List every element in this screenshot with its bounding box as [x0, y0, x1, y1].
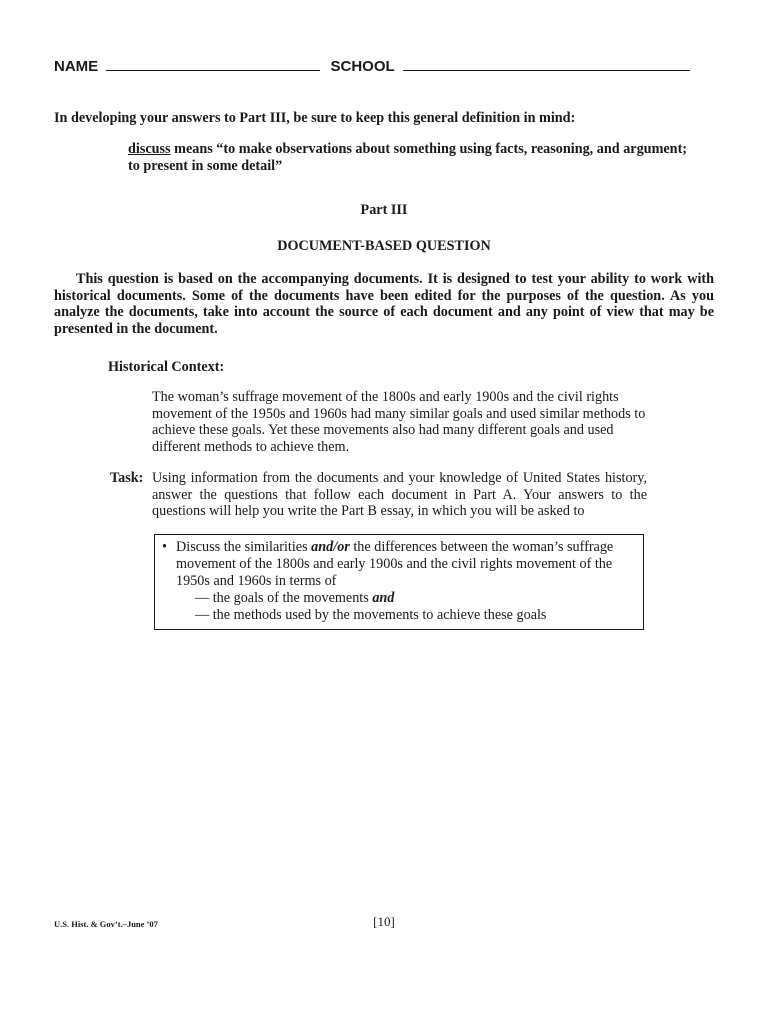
school-field[interactable]: [403, 56, 690, 71]
definition: [128, 141, 688, 175]
essay-prompt-box: [154, 534, 644, 630]
intro-text: In developing your answers to Part III, be sure to keep this general definition in mind:: [54, 110, 576, 126]
historical-context-text: The woman’s suffrage movement of the 1800s and early 1900s and the civil rights movement of the 1950s and 1960s had many similar goals and used similar methods to achieve these goals. Yet these movements also had many different goals and used different methods to achieve them.: [152, 389, 646, 455]
task-text: Using information from the documents and your knowledge of United States history, answer the questions that follow each document in Part A. Your answers to the questions will help you write the Part B essay, in which you will be asked to: [152, 470, 647, 519]
essay-prompt-bullet: [162, 539, 636, 590]
prompt-subitem-goals: [195, 590, 636, 607]
name-label: NAME: [54, 58, 99, 75]
subitem-goals-text: — the goals of the movements: [195, 590, 373, 606]
prompt-emphasis-and-or: and/or: [311, 539, 350, 555]
definition-term: discuss: [128, 141, 171, 157]
page-number: [10]: [373, 914, 395, 929]
section-title: DOCUMENT-BASED QUESTION: [277, 238, 491, 254]
essay-prompt-text: [176, 539, 636, 590]
prompt-subitem-methods: — the methods used by the movements to achieve these goals: [195, 607, 547, 623]
name-school-header: [54, 56, 694, 75]
definition-text: means “to make observations about something using facts, reasoning, and argument; to present in some detail”: [128, 141, 688, 174]
school-label: SCHOOL: [330, 58, 395, 75]
footer-exam-id: U.S. Hist. & Gov’t.–June ’07: [54, 919, 158, 929]
prompt-part-1: Discuss the similarities: [176, 539, 312, 555]
part-title: Part III: [360, 202, 408, 218]
instructions: This question is based on the accompanying documents. It is designed to test your ability to work with historical documents. Some of the documents have been edited for the purposes of the question. As you analyze the documents, take into account the source of each document and any point of view that may be presented in the document.: [54, 271, 714, 337]
task-label: Task:: [110, 470, 144, 486]
prompt-part-2: the differences between the woman’s suffrage movement of the 1800s and early 1900s and the civil rights movement of the 1950s and 1960s in terms of: [176, 539, 614, 589]
bullet-icon: •: [162, 539, 167, 555]
name-field[interactable]: [106, 56, 320, 71]
historical-context-label: Historical Context:: [108, 359, 225, 375]
prompt-emphasis-and: and: [372, 590, 395, 606]
